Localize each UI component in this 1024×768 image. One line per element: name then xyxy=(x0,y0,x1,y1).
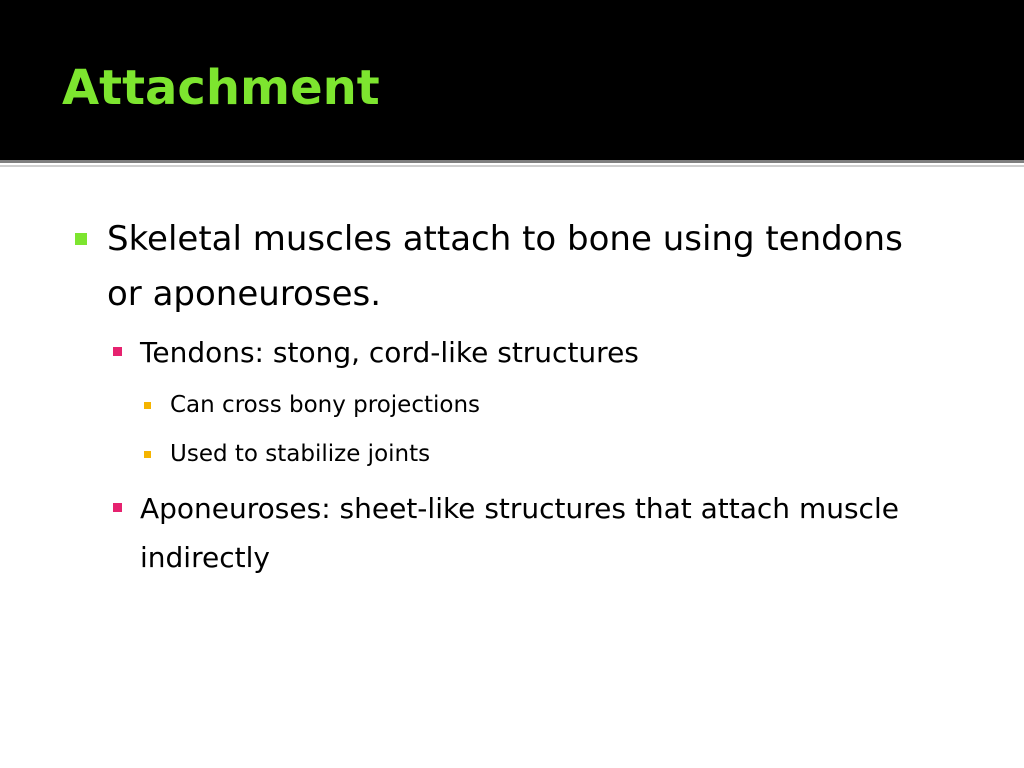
level1-bullet-icon xyxy=(75,233,87,245)
bullet-level2-text: Tendons: stong, cord-like structures xyxy=(140,336,639,369)
level3-bullet-icon xyxy=(144,402,151,409)
bullet-level3-text: Can cross bony projections xyxy=(170,392,481,418)
bullet-level3-text: Used to stabilize joints xyxy=(170,441,431,467)
title-bar xyxy=(0,0,1024,160)
level3-bullet-icon xyxy=(144,451,151,458)
title-divider xyxy=(0,160,1024,163)
bullet-level2-text: Aponeuroses: sheet-like structures that attach muscle indirectly xyxy=(140,492,899,574)
level2-bullet-icon xyxy=(113,347,122,356)
slide-title: Attachment xyxy=(62,60,380,116)
level2-bullet-icon xyxy=(113,503,122,512)
bullet-level1-text: Skeletal muscles attach to bone using tendons or aponeuroses. xyxy=(107,219,903,314)
title-divider-shadow xyxy=(0,165,1024,167)
